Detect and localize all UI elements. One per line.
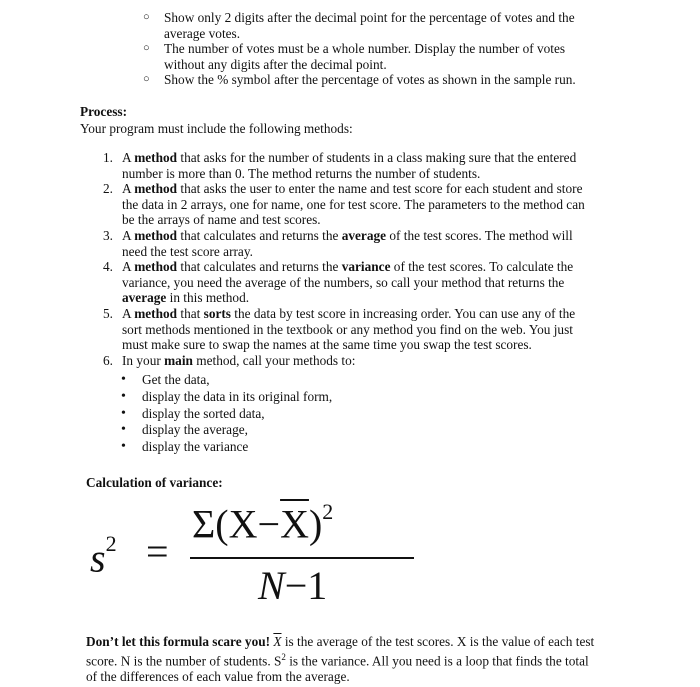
note-line2a: score. N is the number of students. S — [86, 653, 282, 669]
formula-note — [86, 634, 626, 684]
text-segment: A — [122, 306, 135, 321]
list-item-text: display the average, — [142, 422, 248, 438]
formula-xbar: $\overline{X}$ — [280, 501, 309, 547]
text-segment: of the test scores. To calculate the — [390, 259, 574, 274]
text-segment: that calculates and returns the — [177, 228, 342, 243]
text-segment: A — [122, 259, 135, 274]
text-segment: In your — [122, 353, 165, 368]
method-text-line — [122, 212, 612, 228]
bullet-icon: • — [121, 388, 126, 404]
text-segment: A — [122, 228, 135, 243]
list-item-text: average votes. — [164, 25, 241, 41]
method-text-line — [122, 353, 612, 369]
text-segment: that asks the user to enter the name and test score for each student and store — [177, 181, 583, 196]
formula-den-rest: −1 — [284, 563, 328, 608]
note-xbar: $\overline{X}$ — [273, 634, 282, 649]
hollow-circle-icon: ○ — [143, 11, 150, 23]
formula-equals: = — [146, 529, 169, 574]
method-number: 3. — [103, 228, 113, 243]
note-line1: is the average of the test scores. X is the value of each test — [281, 634, 595, 649]
method-text-line — [122, 244, 612, 260]
method-text — [122, 181, 612, 228]
bullet-icon: • — [121, 439, 126, 455]
method-number: 5. — [103, 306, 113, 321]
method-text-line — [122, 337, 612, 353]
bullet-icon: • — [121, 422, 126, 438]
hollow-circle-icon: ○ — [143, 42, 150, 54]
method-text-line — [122, 322, 612, 338]
method-text — [122, 150, 612, 181]
method-text-line — [122, 228, 612, 244]
text-segment: number is more than 0. The method returns the number of students. — [122, 165, 481, 181]
text-segment: method, call your methods to: — [192, 353, 356, 368]
text-segment: that — [177, 306, 204, 321]
method-text — [122, 228, 612, 259]
text-segment: sort methods mentioned in the textbook or any method you find on the web. You just — [122, 321, 573, 337]
fraction-bar — [190, 557, 414, 559]
text-segment: A — [122, 150, 135, 165]
text-segment: variance, you need the average of the numbers, so call your method that returns the — [122, 274, 565, 290]
note-line3: of the differences of each value from the average. — [86, 668, 350, 684]
text-segment: that asks for the number of students in a class making sure that the entered — [177, 150, 577, 165]
calculation-heading: Calculation of variance: — [86, 475, 223, 490]
bold-term: method — [134, 150, 178, 165]
method-number: 2. — [103, 181, 113, 196]
method-number: 1. — [103, 150, 113, 165]
formula-power: 2 — [322, 499, 334, 524]
text-segment: be the arrays of name and test scores. — [122, 212, 321, 228]
bold-term: main — [164, 353, 193, 368]
bold-term: variance — [341, 259, 391, 274]
bold-term: method — [134, 181, 178, 196]
method-text-line — [122, 259, 612, 275]
method-number: 6. — [103, 353, 113, 368]
text-segment: A — [122, 181, 135, 196]
text-segment: in this method. — [166, 290, 250, 306]
variance-formula — [86, 494, 426, 614]
list-item-text: Show only 2 digits after the decimal point for the percentage of votes and the — [164, 10, 575, 25]
formula-x: X — [228, 501, 258, 547]
process-heading: Process: — [80, 104, 128, 119]
method-text — [122, 306, 612, 353]
method-number: 4. — [103, 259, 113, 274]
bold-term: method — [134, 228, 178, 243]
note-line2-sup: 2 — [281, 651, 286, 662]
bullet-icon: • — [121, 372, 126, 387]
method-text — [122, 353, 612, 369]
text-segment: the data in 2 arrays, one for name, one for test score. The parameters to the method can — [122, 196, 585, 212]
bold-term: method — [134, 259, 178, 274]
process-intro: Your program must include the following methods: — [80, 121, 353, 136]
method-text-line — [122, 290, 612, 306]
formula-minus: − — [257, 501, 281, 547]
formula-denominator — [258, 564, 327, 608]
method-text-line — [122, 306, 612, 322]
method-text-line — [122, 181, 612, 197]
list-item-text: without any digits after the decimal point. — [164, 56, 387, 72]
hollow-circle-icon: ○ — [143, 73, 150, 85]
note-bold: Don’t let this formula scare you! — [86, 634, 271, 649]
formula-n: N — [258, 563, 285, 608]
list-item-text: The number of votes must be a whole number. Display the number of votes — [164, 41, 566, 56]
list-item-text: Get the data, — [142, 372, 210, 387]
bold-term: average — [341, 228, 387, 243]
list-item-text: display the variance — [142, 439, 249, 455]
method-text — [122, 259, 612, 306]
formula-s-exponent: 2 — [105, 531, 117, 556]
text-segment: need the test score array. — [122, 243, 253, 259]
list-item-text: display the data in its original form, — [142, 388, 333, 404]
text-segment: of the test scores. The method will — [386, 228, 573, 243]
formula-sigma: Σ — [192, 501, 216, 547]
method-text-line — [122, 197, 612, 213]
bold-term: sorts — [203, 306, 231, 321]
text-segment: must make sure to swap the names at the same time you swap the test scores. — [122, 337, 532, 353]
method-text-line — [122, 166, 612, 182]
formula-numerator: $\Sigma(X-\overline{X})^2$ — [192, 499, 334, 547]
bold-term: average — [122, 290, 167, 306]
note-line2b: is the variance. All you need is a loop that finds the total — [285, 653, 589, 669]
formula-lhs — [90, 528, 117, 580]
bullet-icon: • — [121, 405, 126, 421]
text-segment: the data by test score in increasing order. You can use any of the — [230, 306, 576, 321]
text-segment: that calculates and returns the — [177, 259, 342, 274]
list-item-text: Show the % symbol after the percentage of votes as shown in the sample run. — [164, 72, 576, 87]
bold-term: method — [134, 306, 178, 321]
formula-s: s — [90, 535, 106, 581]
method-text-line — [122, 275, 612, 291]
list-item-text: display the sorted data, — [142, 405, 265, 421]
method-text-line — [122, 150, 612, 166]
